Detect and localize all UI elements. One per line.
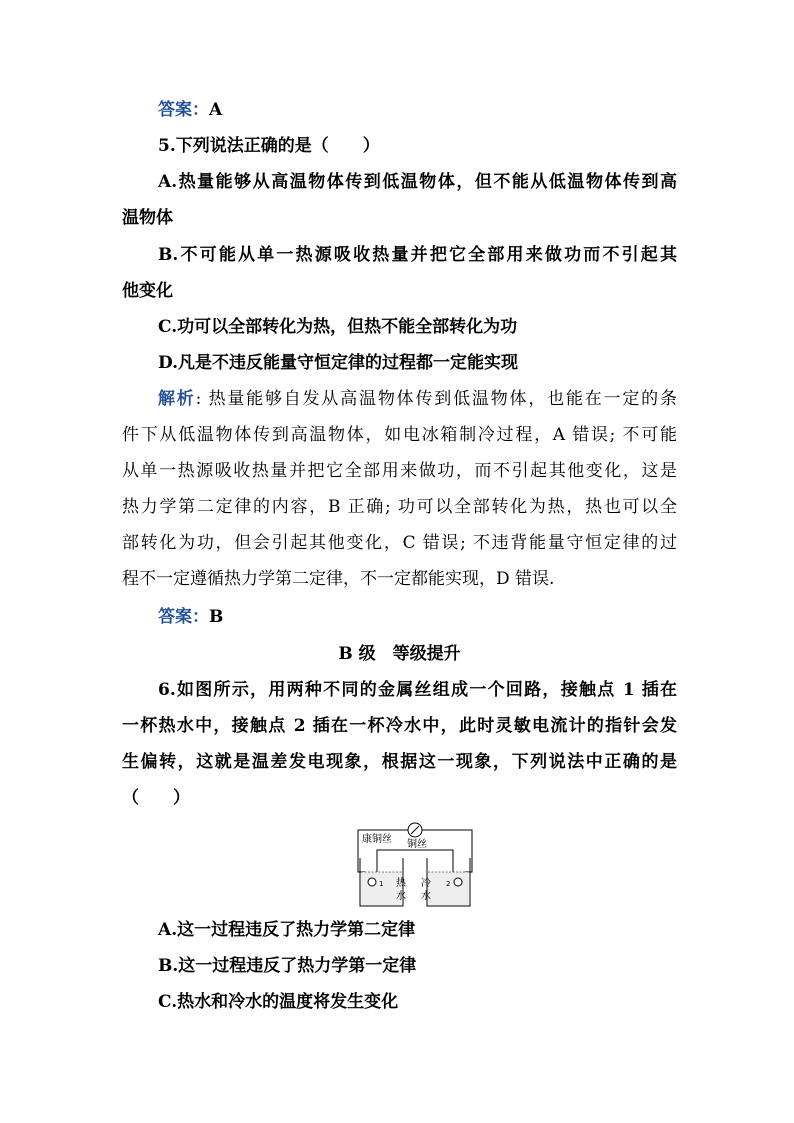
label-hot-2: 水 [396,891,406,902]
question-6-stem-line-1: 6.如图所示，用两种不同的金属丝组成一个回路，接触点 1 插在 [158,680,677,700]
label-point-1: 1 [379,880,384,888]
thermocouple-figure [355,820,475,910]
answer-q4 [158,98,677,122]
cold-water [428,872,469,905]
question-5-option-d: D.凡是不违反能量守恒定律的过程都一定能实现 [158,353,519,373]
analysis-label: 解析 [158,389,196,409]
analysis-line-4: 热力学第二定律的内容，B 正确; 功可以全部转化为热，热也可以全 [122,497,677,517]
analysis-text: : 热量能够自发从高温物体传到低温物体，也能在一定的条 [195,389,677,409]
section-heading: B 级 等级提升 [338,644,461,664]
question-6-option-a: A.这一过程违反了热力学第二定律 [158,920,416,940]
label-copper: 铜丝 [407,839,427,850]
question-6-option-b: B.这一过程违反了热力学第一定律 [158,956,417,976]
label-hot-1: 热 [396,878,406,889]
label-constantan: 康铜丝 [362,834,392,845]
analysis-line-6: 程不一定遵循热力学第二定律，不一定都能实现，D 错误. [122,569,555,589]
answer-label: 答案： [158,607,209,627]
answer-q5 [158,605,677,629]
analysis-line-3: 从单一热源吸收热量并把它全部用来做功，而不引起其他变化，这是 [122,461,677,481]
label-point-2: 2 [446,880,451,888]
question-6-stem-line-3: 生偏转，这就是温差发电现象，根据这一现象，下列说法中正确的是 [122,752,677,772]
thermocouple-diagram [355,820,475,910]
question-5-option-a-line-1: A.热量能够从高温物体传到低温物体，但不能从低温物体传到高 [158,172,677,192]
answer-label: 答案： [158,100,209,120]
question-5-option-b-line-1: B.不可能从单一热源吸收热量并把它全部用来做功而不引起其 [158,245,677,265]
junction-1 [368,878,376,886]
question-5-option-a-line-2: 温物体 [122,208,173,228]
question-5-stem: 5.下列说法正确的是（ ） [158,136,380,156]
question-6-option-c: C.热水和冷水的温度将发生变化 [158,992,399,1012]
question-5-option-b-line-2: 他变化 [122,281,173,301]
answer-value: A [209,100,223,120]
question-5-option-c: C.功可以全部转化为热，但热不能全部转化为功 [158,317,518,337]
question-6-stem-line-2: 一杯热水中，接触点 2 插在一杯冷水中，此时灵敏电流计的指针会发 [122,716,677,736]
junction-2 [454,878,462,886]
analysis-line-2: 件下从低温物体传到高温物体，如电冰箱制冷过程，A 错误; 不可能 [122,425,677,445]
question-6-stem-line-4: （ ） [122,788,190,808]
label-cold-2: 水 [421,891,431,902]
analysis-line-5: 部转化为功，但会引起其他变化，C 错误; 不违背能量守恒定律的过 [122,533,677,553]
analysis-line-1 [158,387,677,411]
label-cold-1: 冷 [421,878,431,889]
answer-value: B [209,607,224,627]
constantan-wire-right [422,830,472,872]
